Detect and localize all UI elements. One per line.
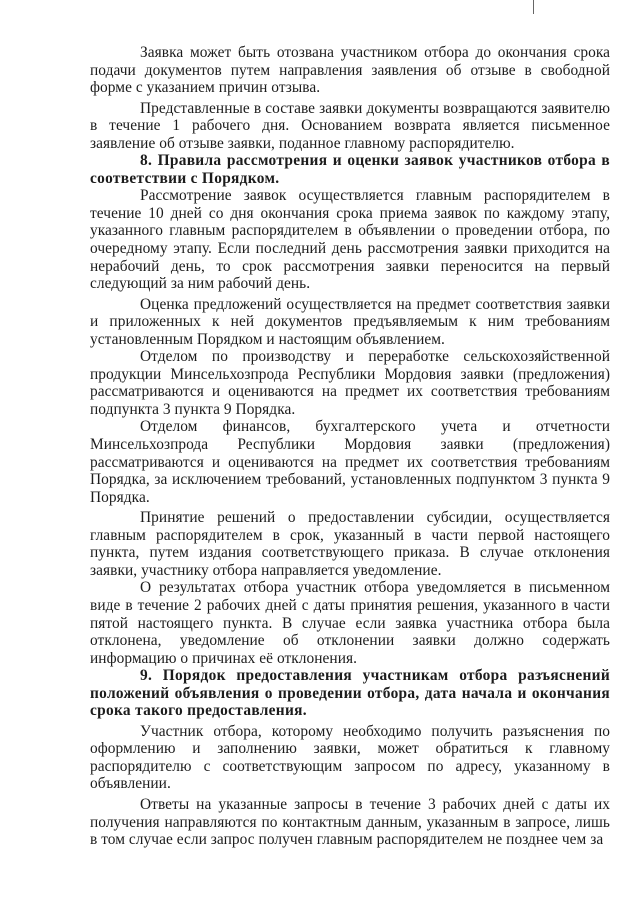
paragraph-documents-return: Представленные в составе заявки документы возвращаются заявителю в течение 1 рабочего дня. Основанием возврата является письменное заявление об отзыве заявки, поданное главному распорядителю.: [90, 99, 610, 152]
section-heading-8: 8. Правила рассмотрения и оценки заявок участников отбора в соответствии с Порядком.: [90, 152, 610, 187]
paragraph-clarification-answers: Ответы на указанные запросы в течение 3 рабочих дней с даты их получения направляются по контактным данным, указанным в запросе, лишь в том случае если запрос получен главным распорядителем не позднее чем за: [90, 795, 610, 849]
paragraph-decision: Принятие решений о предоставлении субсидии, осуществляется главным распорядителем в срок, указанный в части первой настоящего пункта, путем издания соответствующего приказа. В случае отклонения заявки, участнику отбора направляется уведомление.: [90, 509, 610, 579]
paragraph-assessment: Оценка предложений осуществляется на предмет соответствия заявки и приложенных к ней документов предъявляемым к ним требованиям установленным Порядком и настоящим объявлением.: [90, 295, 610, 348]
paragraph-finance-department: Отделом финансов, бухгалтерского учета и отчетности Минсельхозпрода Республики Мордовия заявки (предложения) рассматриваются и оцениваются на предмет их соответствия требованиям Порядка, за исключением требований, установленных подпунктом 3 пункта 9 Порядка.: [90, 418, 610, 506]
paragraph-production-department: Отделом по производству и переработке сельскохозяйственной продукции Минсельхозпрода Республики Мордовия заявки (предложения) рассматриваются и оцениваются на предмет их соответствия требованиям подпункта 3 пункта 9 Порядка.: [90, 348, 610, 418]
document-page: [90, 44, 610, 849]
paragraph-withdrawal: Заявка может быть отозвана участником отбора до окончания срока подачи документов путем направления заявления об отзыве в свободной форме с указанием причин отзыва.: [90, 44, 610, 97]
section-heading-9: 9. Порядок предоставления участникам отбора разъяснений положений объявления о проведении отбора, дата начала и окончания срока такого предоставления.: [90, 667, 610, 720]
scan-edge-mark: [533, 0, 534, 14]
paragraph-results-notification: О результатах отбора участник отбора уведомляется в письменном виде в течение 2 рабочих дней с даты принятия решения, указанного в части пятой настоящего пункта. В случае если заявка участника отбора была отклонена, уведомление об отклонении заявки должно содержать информацию о причинах её отклонения.: [90, 579, 610, 667]
paragraph-clarification-request: Участник отбора, которому необходимо получить разъяснения по оформлению и заполнению заявки, может обратиться к главному распорядителю с соответствующим запросом по адресу, указанному в объявлении.: [90, 722, 610, 793]
paragraph-review-period: Рассмотрение заявок осуществляется главным распорядителем в течение 10 дней со дня окончания срока приема заявок по каждому этапу, указанного главным распорядителем в объявлении о проведении отбора, по очередному этапу. Если последний день рассмотрения заявки приходится на нерабочий день, то срок рассмотрения заявки переносится на первый следующий за ним рабочий день.: [90, 187, 610, 293]
